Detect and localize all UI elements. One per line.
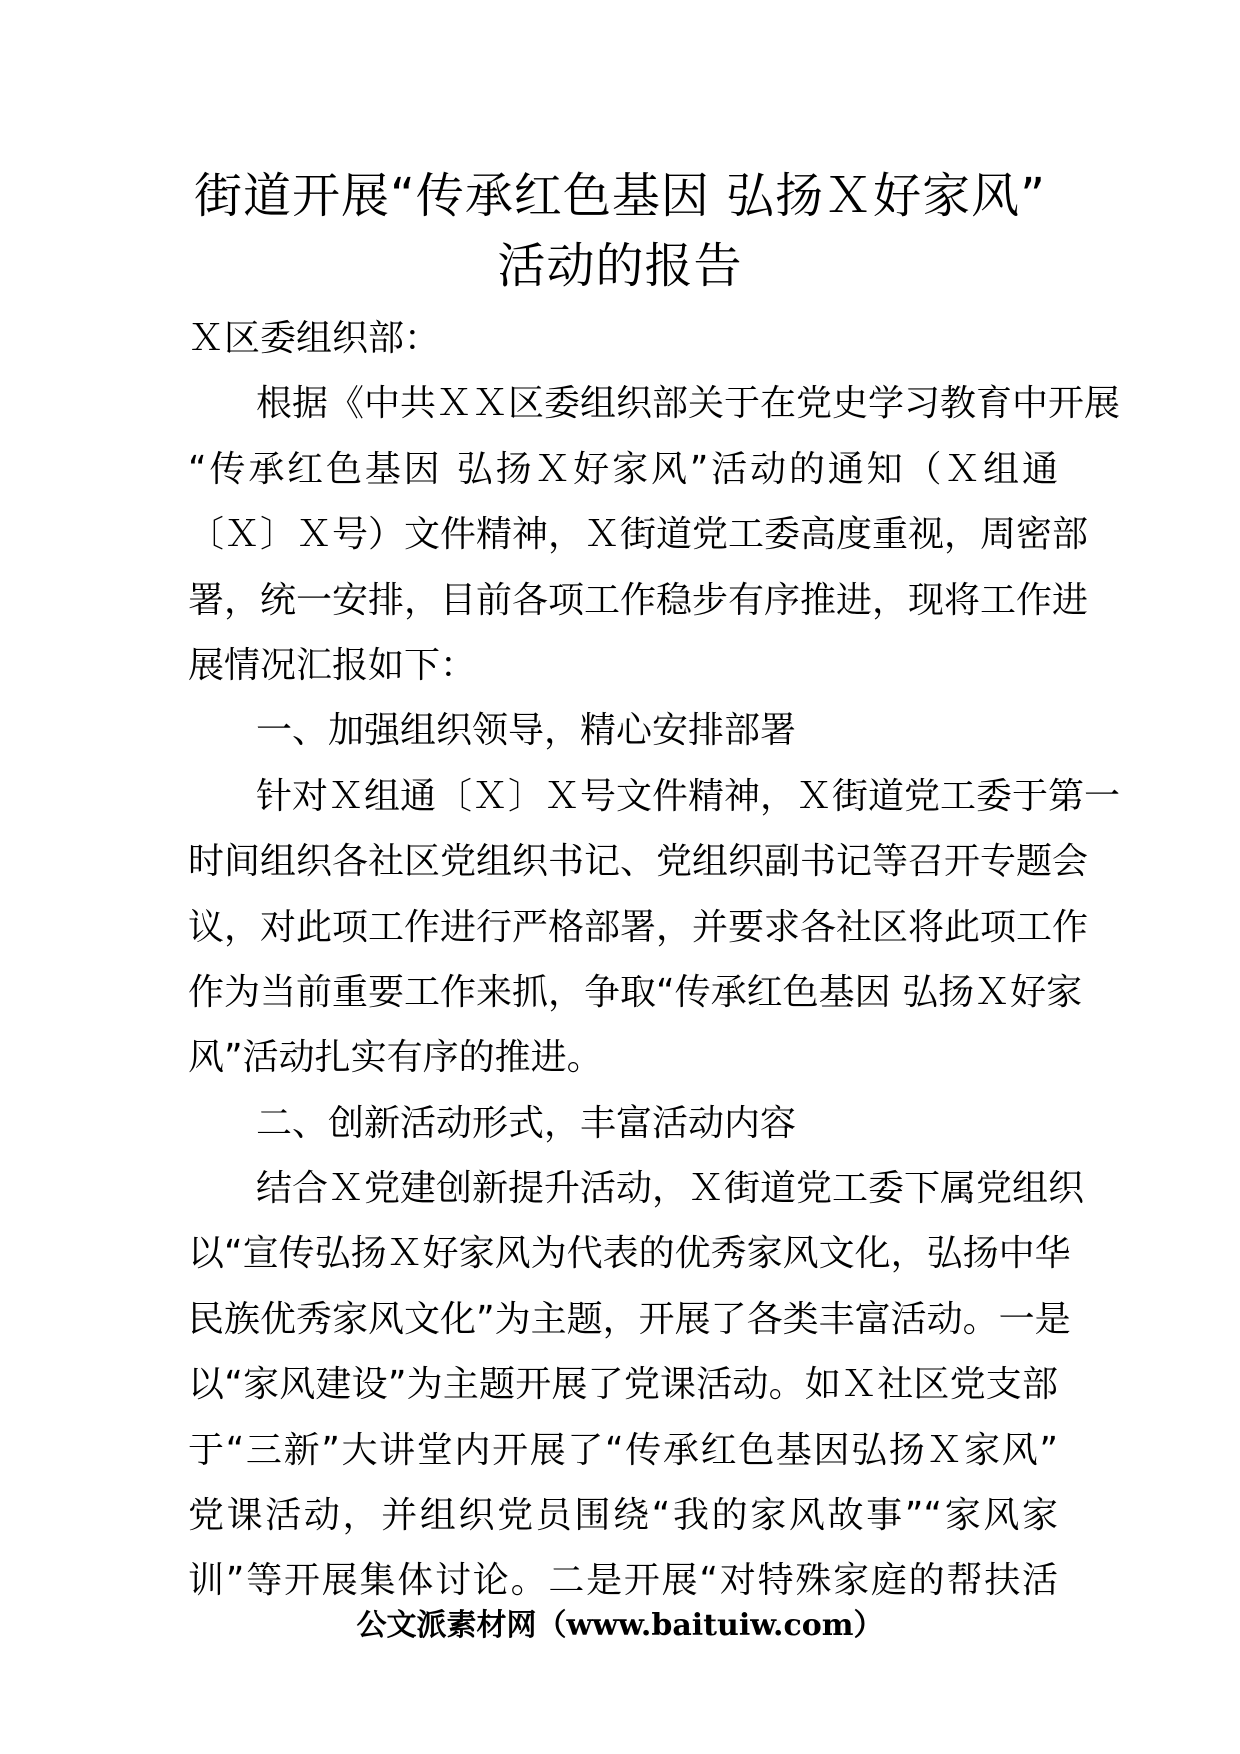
footer-watermark: 公文派素材网（www.baituiw.com） <box>356 1608 884 1643</box>
body-line: 议，对此项工作进行严格部署，并要求各社区将此项工作 <box>188 906 1089 948</box>
section-heading: 一、加强组织领导，精心安排部署 <box>256 710 797 752</box>
body-line: 结合Ｘ党建创新提升活动，Ｘ街道党工委下属党组织 <box>256 1168 1085 1210</box>
body-line: 风”活动扎实有序的推进。 <box>188 1037 603 1079</box>
body-line: 民族优秀家风文化”为主题，开展了各类丰富活动。一是 <box>188 1298 1071 1340</box>
body-line: 时间组织各社区党组织书记、党组织副书记等召开专题会 <box>188 841 1089 883</box>
document-title-line-1: 街道开展“传承红色基因 弘扬Ｘ好家风” <box>194 168 1046 224</box>
section-heading: 二、创新活动形式，丰富活动内容 <box>256 1102 797 1144</box>
body-line: 〔Ｘ〕Ｘ号）文件精神，Ｘ街道党工委高度重视，周密部 <box>188 514 1089 556</box>
body-line: 于“三新”大讲堂内开展了“传承红色基因弘扬Ｘ家风” <box>188 1429 1058 1471</box>
body-line: 以“家风建设”为主题开展了党课活动。如Ｘ社区党支部 <box>188 1364 1058 1406</box>
body-line: 党课活动，并组织党员围绕“我的家风故事”“家风家 <box>188 1495 1058 1537</box>
document-title-line-2: 活动的报告 <box>497 238 743 294</box>
body-line: 署，统一安排，目前各项工作稳步有序推进，现将工作进 <box>188 579 1089 621</box>
body-line: 训”等开展集体讨论。二是开展“对特殊家庭的帮扶活 <box>188 1560 1058 1602</box>
body-line: 针对Ｘ组通〔Ｘ〕Ｘ号文件精神，Ｘ街道党工委于第一 <box>256 775 1121 817</box>
salutation: Ｘ区委组织部： <box>188 318 441 359</box>
body-line: “传承红色基因 弘扬Ｘ好家风”活动的通知（Ｘ组通 <box>188 448 1058 490</box>
body-line: 作为当前重要工作来抓，争取“传承红色基因 弘扬Ｘ好家 <box>188 971 1083 1013</box>
body-line: 展情况汇报如下： <box>188 644 477 686</box>
body-line: 根据《中共ＸＸ区委组织部关于在党史学习教育中开展 <box>256 383 1121 425</box>
document-body <box>188 306 1121 1614</box>
body-line: 以“宣传弘扬Ｘ好家风为代表的优秀家风文化，弘扬中华 <box>188 1233 1071 1275</box>
